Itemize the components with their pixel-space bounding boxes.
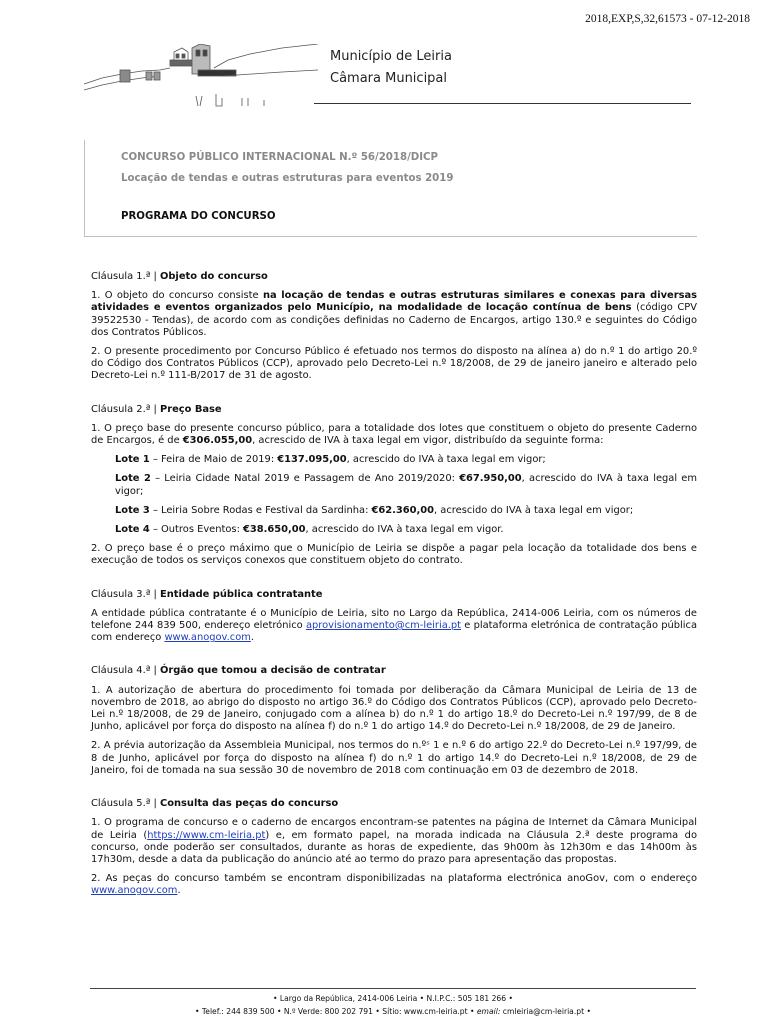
text: cmleiria@cm-leiria.pt • <box>500 1006 591 1016</box>
text: – Feira de Maio de 2019: <box>149 454 278 466</box>
text: , acrescido do IVA à taxa legal em vigor; <box>115 473 698 497</box>
clause-heading <box>91 404 697 416</box>
clause-heading <box>91 665 697 677</box>
text: • Telef.: 244 839 500 • N.º Verde: 800 202 791 • Sítio: www.cm-leiria.pt • <box>195 1006 477 1016</box>
clause-title: Órgão que tomou a decisão de contratar <box>159 665 386 677</box>
paragraph <box>91 873 697 897</box>
lot-item <box>115 524 697 536</box>
text: – Outros Eventos: <box>149 524 244 536</box>
paragraph: 2. A prévia autorização da Assembleia Municipal, nos termos do n.ºˢ 1 e n.º 6 do artigo 22.º do Decreto-Lei n.º 197/99, de 8 de Junho, aplicável por força do disposto na alínea f) do n.º 1 do artigo 14.º do Decreto-Lei n.º 18/2008, de 29 de Janeiro, foi de tomada na sua sessão 30 de novembro de 2018 com continuação em 03 de dezembro de 2018. <box>91 740 697 776</box>
clause-number: Cláusula 3.ª | <box>91 588 160 600</box>
text: . <box>177 885 181 897</box>
document-body <box>91 271 697 919</box>
bold-text: na locação de tendas e outras estruturas similares e conexas para diversas atividades e eventos organizados pelo Município, na modalidade de locação contínua de bens <box>91 290 698 314</box>
clause-title: Consulta das peças do concurso <box>159 798 339 810</box>
clause-number: Cláusula 1.ª | <box>91 271 160 282</box>
lot-item <box>115 454 697 466</box>
footer-divider <box>90 988 696 989</box>
lot-amount: €67.950,00 <box>459 473 522 485</box>
header-divider <box>314 103 691 104</box>
clause-4 <box>91 665 697 777</box>
cm-leiria-link[interactable]: https://www.cm-leiria.pt <box>147 829 266 841</box>
document-title: PROGRAMA DO CONCURSO <box>121 211 276 222</box>
text: – Leiria Cidade Natal 2019 e Passagem de Ano 2019/2020: <box>150 473 460 485</box>
text: , acrescido do IVA à taxa legal em vigor; <box>434 504 634 516</box>
text: 1. O programa de concurso e o caderno de encargos encontram-se patentes na página de Internet da Câmara Municipal de Leiria ( <box>91 817 697 841</box>
lot-name: Lote 1 <box>115 454 150 466</box>
tender-number: CONCURSO PÚBLICO INTERNACIONAL N.º 56/2018/DICP <box>121 152 438 163</box>
text: , acrescido do IVA à taxa legal em vigor; <box>346 454 546 466</box>
title-box <box>84 140 697 237</box>
text: 1. O objeto do concurso consiste <box>91 290 263 302</box>
clause-title: Objeto do concurso <box>159 271 268 282</box>
clause-heading <box>91 798 697 810</box>
text: (código CPV 39522530 - Tendas), de acordo com as condições definidas no Caderno de Encargos, artigo 130.º e seguintes do Código dos Contratos Públicos. <box>91 302 697 338</box>
text: . <box>250 632 255 644</box>
website-link[interactable]: www.anogov.com <box>164 632 251 644</box>
clause-2 <box>91 404 697 568</box>
footer <box>90 993 696 1018</box>
text: e plataforma eletrónica de contratação pública com endereço <box>91 620 698 644</box>
org-line-2: Câmara Municipal <box>330 71 448 86</box>
text: , acrescido do IVA à taxa legal em vigor. <box>305 524 504 536</box>
paragraph <box>91 817 697 866</box>
paragraph: 1. A autorização de abertura do procedimento foi tomada por deliberação da Câmara Municipal de Leiria de 13 de novembro de 2018, ao abrigo do disposto no artigo 36.º do Código dos Contratos Públicos (CCP), aprovado pelo Decreto-Lei n.º 18/2008, de 29 de Janeiro, conjugado com a alínea b) do n.º 1 do artigo 18.º do Decreto-Lei n.º 197/99, de 8 de Junho, aplicável por força do disposto na alínea f) do n.º 1 do artigo 14.º do Decreto-Lei n.º 18/2008, de 29 de Janeiro. <box>91 684 697 733</box>
clause-heading <box>91 589 697 601</box>
lot-amount: €38.650,00 <box>243 524 306 536</box>
clause-heading <box>91 271 697 283</box>
lot-name: Lote 3 <box>115 504 150 516</box>
text: 2. As peças do concurso também se encontram disponibilizadas na plataforma electrónica anoGov, com o endereço <box>91 873 697 885</box>
email-label: email: <box>476 1006 501 1016</box>
clause-5 <box>91 798 697 897</box>
clause-3 <box>91 589 697 645</box>
paragraph: 2. O preço base é o preço máximo que o Município de Leiria se dispõe a pagar pela locação da totalidade dos bens e execução de todos os serviços conexos que constituem objeto do contrato. <box>91 543 697 567</box>
clause-title: Preço Base <box>159 403 222 415</box>
clause-1 <box>91 271 697 383</box>
lot-name: Lote 4 <box>115 524 150 536</box>
lot-amount: €137.095,00 <box>277 454 347 466</box>
text: – Leiria Sobre Rodas e Festival da Sardinha: <box>149 504 372 516</box>
text: A entidade pública contratante é o Município de Leiria, sito no Largo da República, 2414-006 Leiria, com os números de telefone 244 839 500, endereço eletrónico <box>91 607 697 632</box>
paragraph <box>91 423 697 447</box>
lot-item <box>115 473 697 497</box>
clause-number: Cláusula 4.ª | <box>91 665 160 677</box>
anogov-link[interactable]: www.anogov.com <box>91 885 178 897</box>
org-line-1: Município de Leiria <box>330 49 452 64</box>
paragraph <box>91 290 697 339</box>
clause-number: Cláusula 2.ª | <box>91 403 160 415</box>
bold-amount: €306.055,00 <box>182 435 253 447</box>
text: 1. O preço base do presente concurso público, para a totalidade dos lotes que constituem o objeto do presente Caderno de Encargos, é de <box>91 422 697 447</box>
clause-number: Cláusula 5.ª | <box>91 798 160 810</box>
municipality-logo <box>82 44 322 110</box>
footer-contacts <box>90 1006 696 1019</box>
clause-title: Entidade pública contratante <box>159 588 323 600</box>
tender-subject: Locação de tendas e outras estruturas para eventos 2019 <box>121 173 454 184</box>
paragraph <box>91 608 697 645</box>
organization-name <box>330 46 452 90</box>
document-reference: 2018,EXP,S,32,61573 - 07-12-2018 <box>585 13 750 25</box>
text: , acrescido de IVA à taxa legal em vigor, distribuído da seguinte forma: <box>252 435 604 447</box>
text: ) e, em formato papel, na morada indicada na Cláusula 2.ª deste programa do concurso, onde poderão ser consultados, durante as horas de expediente, das 9h00m às 12h30m e das 14h00m às 17h30m, desde a data da publicação do anúncio até ao termo do prazo para apresentação das propostas. <box>91 829 697 865</box>
footer-address: • Largo da República, 2414-006 Leiria • N.I.P.C.: 505 181 266 • <box>273 994 513 1003</box>
email-link[interactable]: aprovisionamento@cm-leiria.pt <box>305 620 462 632</box>
lot-name: Lote 2 <box>115 473 151 485</box>
lot-item <box>115 505 697 517</box>
paragraph: 2. O presente procedimento por Concurso Público é efetuado nos termos do disposto na alínea a) do n.º 1 do artigo 20.º do Código dos Contratos Públicos (CCP), aprovado pelo Decreto-Lei n.º 18/2008, de 29 de janeiro janeiro e alterado pelo Decreto-Lei n.º 111-B/2017 de 31 de agosto. <box>91 346 697 382</box>
lot-amount: €62.360,00 <box>371 504 435 516</box>
